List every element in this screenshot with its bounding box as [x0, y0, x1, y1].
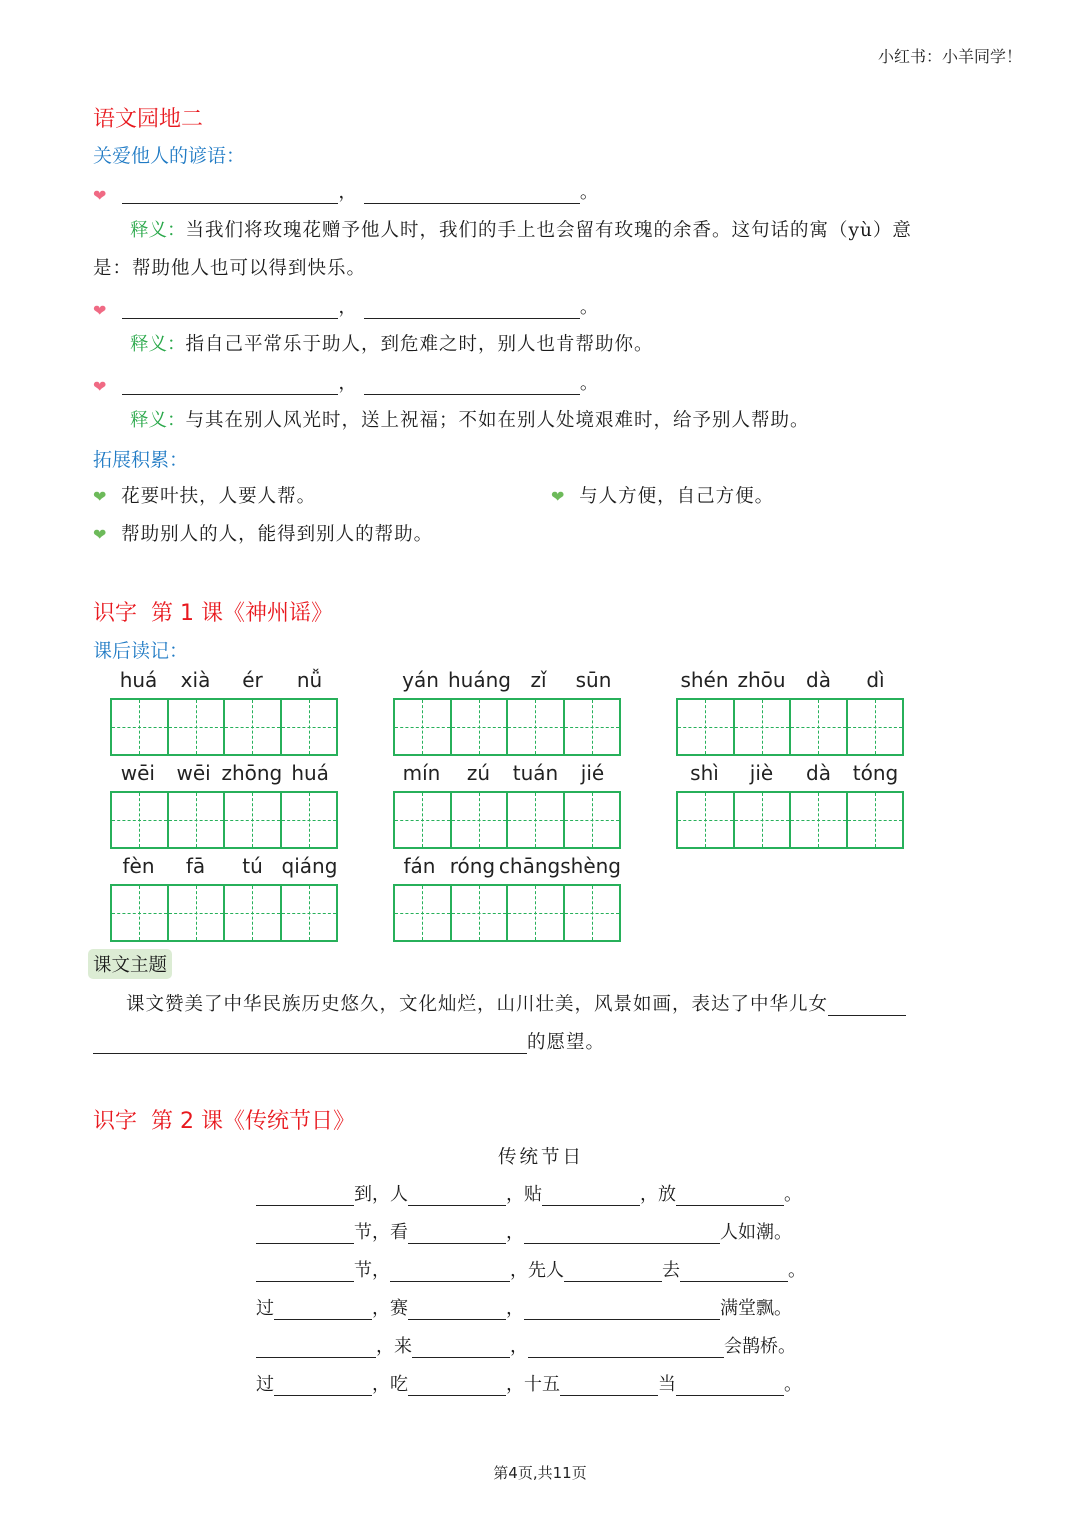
poem-text: 节，看	[354, 1222, 408, 1243]
period: 。	[579, 182, 600, 203]
pinyin-syllable: dà	[806, 761, 831, 785]
answer-blank[interactable]	[408, 1225, 506, 1244]
tianzige-boxes	[393, 791, 621, 849]
tianzige-cell[interactable]	[508, 886, 565, 940]
tianzige-cell[interactable]	[848, 700, 903, 754]
pinyin-syllable: fā	[185, 854, 206, 878]
poem-line-1	[256, 1180, 802, 1206]
poem-text: 。	[784, 1374, 802, 1395]
tianzige-cell[interactable]	[112, 793, 169, 847]
answer-blank[interactable]	[542, 1187, 640, 1206]
comma: ，	[338, 373, 358, 394]
pinyin-syllable: fèn	[122, 854, 155, 878]
tianzige-cell[interactable]	[452, 886, 509, 940]
tianzige-cell[interactable]	[395, 886, 452, 940]
explanation-label: 释义：	[130, 220, 186, 241]
proverb-blank-row-2	[93, 293, 599, 319]
answer-blank[interactable]	[680, 1263, 788, 1282]
poem-text: ，	[506, 1298, 524, 1319]
answer-blank[interactable]	[122, 376, 338, 395]
pinyin-syllable: zǐ	[530, 668, 547, 692]
answer-blank[interactable]	[256, 1187, 354, 1206]
tianzige-cell[interactable]	[565, 886, 620, 940]
tianzige-cell[interactable]	[508, 700, 565, 754]
explanation-3	[130, 406, 810, 432]
poem-text: ，吃	[372, 1374, 408, 1395]
heart-icon: ❤	[93, 186, 107, 205]
comma: ，	[338, 297, 358, 318]
explanation-text: 指自己平常乐于助人，到危难之时，别人也肯帮助你。	[185, 334, 654, 355]
poem-text: 过	[256, 1298, 274, 1319]
tianzige-cell[interactable]	[282, 793, 337, 847]
tianzige-cell[interactable]	[169, 793, 226, 847]
pinyin-syllable: sūn	[575, 668, 612, 692]
green-heart-icon: ❤	[551, 487, 566, 506]
poem-text: ，来	[376, 1336, 412, 1357]
answer-blank[interactable]	[524, 1225, 720, 1244]
explanation-label: 释义：	[130, 410, 186, 431]
green-heart-icon: ❤	[93, 525, 108, 544]
watermark: 小红书：小羊同学！	[877, 47, 1022, 66]
poem-text: 到，人	[354, 1184, 408, 1205]
pinyin-row	[676, 668, 904, 692]
pinyin-syllable: fán	[403, 854, 436, 878]
pinyin-syllable: nǚ	[296, 668, 323, 692]
poem-text: ，放	[640, 1184, 676, 1205]
tianzige-cell[interactable]	[169, 886, 226, 940]
pinyin-row	[110, 761, 338, 785]
tianzige-boxes	[110, 884, 338, 942]
pinyin-syllable: zhōu	[737, 668, 786, 692]
proverb-blank-row-1	[93, 178, 599, 204]
tianzige-cell[interactable]	[395, 700, 452, 754]
explanation-1-line2: 是：帮助他人也可以得到快乐。	[93, 258, 367, 279]
poem-text: ，	[506, 1222, 524, 1243]
pinyin-syllable: chāng	[498, 854, 561, 878]
tianzige-boxes	[393, 698, 621, 756]
pinyin-syllable: zú	[466, 761, 491, 785]
tianzige-boxes	[676, 698, 904, 756]
pinyin-syllable: huá	[119, 668, 158, 692]
pinyin-syllable: zhōng	[221, 761, 283, 785]
explanation-text: 当我们将玫瑰花赠予他人时，我们的手上也会留有玫瑰的余香。这句话的寓（yù）意	[185, 220, 912, 241]
tianzige-boxes	[393, 884, 621, 942]
pinyin-syllable: yán	[402, 668, 439, 692]
poem-text: ，贴	[506, 1184, 542, 1205]
tianzige-cell[interactable]	[225, 793, 282, 847]
poem-text: 。	[788, 1260, 806, 1281]
pinyin-row	[393, 854, 621, 878]
theme-text: 课文赞美了中华民族历史悠久，文化灿烂，山川壮美，风景如画，表达了中华儿女	[126, 994, 829, 1015]
poem-line-4	[256, 1294, 792, 1320]
answer-blank[interactable]	[408, 1377, 506, 1396]
answer-blank[interactable]	[364, 376, 580, 395]
poem-text: 会鹊桥。	[724, 1336, 796, 1357]
extension-text: 与人方便，自己方便。	[579, 486, 775, 507]
tianzige-cell[interactable]	[282, 700, 337, 754]
answer-blank[interactable]	[564, 1263, 662, 1282]
pinyin-row	[393, 668, 621, 692]
tianzige-cell[interactable]	[112, 886, 169, 940]
tianzige-cell[interactable]	[735, 700, 792, 754]
poem-text: 节，	[354, 1260, 390, 1281]
tianzige-cell[interactable]	[452, 700, 509, 754]
page-footer: 第4页,共11页	[493, 1464, 587, 1482]
pinyin-syllable: shèng	[560, 854, 621, 878]
subtitle-extension: 拓展积累：	[93, 449, 189, 471]
period: 。	[579, 373, 600, 394]
answer-blank[interactable]	[364, 300, 580, 319]
section-title-chuantong-jieri: 识字 第 2 课《传统节日》	[93, 1109, 355, 1134]
section-title-shenzhouyao: 识字 第 1 课《神州谣》	[93, 601, 333, 626]
answer-blank[interactable]	[256, 1263, 354, 1282]
pinyin-syllable: tú	[242, 854, 263, 878]
poem-line-2	[256, 1218, 792, 1244]
poem-text: ，赛	[372, 1298, 408, 1319]
tianzige-cell[interactable]	[678, 793, 735, 847]
answer-blank[interactable]	[93, 1035, 527, 1054]
answer-blank[interactable]	[274, 1377, 372, 1396]
tianzige-boxes	[110, 698, 338, 756]
heart-icon: ❤	[93, 377, 107, 396]
tianzige-cell[interactable]	[395, 793, 452, 847]
tianzige-cell[interactable]	[508, 793, 565, 847]
poem-text: 过	[256, 1374, 274, 1395]
poem-line-3	[256, 1256, 806, 1282]
answer-blank[interactable]	[528, 1339, 724, 1358]
pinyin-syllable: xià	[180, 668, 211, 692]
tianzige-boxes	[676, 791, 904, 849]
tianzige-boxes	[110, 791, 338, 849]
explanation-1-line1	[130, 216, 912, 242]
answer-blank[interactable]	[122, 300, 338, 319]
pinyin-syllable: mín	[402, 761, 441, 785]
answer-blank[interactable]	[676, 1377, 784, 1396]
answer-blank[interactable]	[828, 997, 906, 1016]
pinyin-syllable: qiáng	[281, 854, 338, 878]
answer-blank[interactable]	[274, 1301, 372, 1320]
pinyin-syllable: jié	[580, 761, 605, 785]
pinyin-row	[110, 668, 338, 692]
poem-text: 人如潮。	[720, 1222, 792, 1243]
answer-blank[interactable]	[408, 1301, 506, 1320]
subtitle-proverbs: 关爱他人的谚语：	[93, 145, 246, 167]
tianzige-cell[interactable]	[848, 793, 903, 847]
extension-text: 帮助别人的人，能得到别人的帮助。	[121, 524, 434, 545]
pinyin-syllable: róng	[449, 854, 496, 878]
theme-text: 的愿望。	[527, 1032, 606, 1053]
poem-text: 当	[658, 1374, 676, 1395]
poem-text: ，先人	[510, 1260, 564, 1281]
answer-blank[interactable]	[122, 185, 338, 204]
pinyin-syllable: tuán	[512, 761, 559, 785]
tianzige-cell[interactable]	[735, 793, 792, 847]
answer-blank[interactable]	[412, 1339, 510, 1358]
answer-blank[interactable]	[560, 1377, 658, 1396]
pinyin-syllable: huáng	[448, 668, 511, 692]
section-title-yuwen-yuandi: 语文园地二	[93, 107, 204, 132]
comma: ，	[338, 182, 358, 203]
pinyin-row	[110, 854, 338, 878]
theme-tag: 课文主题	[88, 949, 172, 979]
tianzige-cell[interactable]	[565, 700, 620, 754]
poem-text: 。	[784, 1184, 802, 1205]
tianzige-cell[interactable]	[791, 700, 848, 754]
extension-text: 花要叶扶，人要人帮。	[121, 486, 317, 507]
theme-line-1	[126, 990, 906, 1016]
subtitle-reading: 课后读记：	[93, 640, 189, 662]
pinyin-syllable: wēi	[120, 761, 155, 785]
poem-text: ，	[510, 1336, 528, 1357]
answer-blank[interactable]	[364, 185, 580, 204]
pinyin-syllable: dà	[806, 668, 831, 692]
explanation-text: 与其在别人风光时，送上祝福；不如在别人处境艰难时，给予别人帮助。	[185, 410, 810, 431]
answer-blank[interactable]	[676, 1187, 784, 1206]
heart-icon: ❤	[93, 301, 107, 320]
poem-text: 满堂飘。	[720, 1298, 792, 1319]
answer-blank[interactable]	[256, 1225, 354, 1244]
proverb-blank-row-3	[93, 369, 599, 395]
extension-item	[551, 482, 774, 508]
answer-blank[interactable]	[256, 1339, 376, 1358]
extension-item	[93, 482, 316, 508]
tianzige-cell[interactable]	[791, 793, 848, 847]
green-heart-icon: ❤	[93, 487, 108, 506]
period: 。	[579, 297, 600, 318]
poem-text: ，十五	[506, 1374, 560, 1395]
pinyin-syllable: ér	[242, 668, 263, 692]
tianzige-cell[interactable]	[225, 700, 282, 754]
answer-blank[interactable]	[408, 1187, 506, 1206]
extension-item	[93, 520, 433, 546]
poem-text: 去	[662, 1260, 680, 1281]
tianzige-cell[interactable]	[678, 700, 735, 754]
pinyin-syllable: tóng	[852, 761, 899, 785]
tianzige-cell[interactable]	[565, 793, 620, 847]
pinyin-row	[676, 761, 904, 785]
tianzige-cell[interactable]	[112, 700, 169, 754]
pinyin-syllable: huá	[291, 761, 329, 785]
explanation-label: 释义：	[130, 334, 186, 355]
pinyin-syllable: shén	[680, 668, 729, 692]
answer-blank[interactable]	[390, 1263, 510, 1282]
tianzige-cell[interactable]	[225, 886, 282, 940]
poem-line-6	[256, 1370, 802, 1396]
pinyin-row	[393, 761, 621, 785]
tianzige-cell[interactable]	[169, 700, 226, 754]
poem-line-5	[256, 1332, 796, 1358]
pinyin-syllable: dì	[866, 668, 885, 692]
pinyin-syllable: wēi	[176, 761, 211, 785]
explanation-2	[130, 330, 654, 356]
tianzige-cell[interactable]	[282, 886, 337, 940]
pinyin-syllable: shì	[690, 761, 719, 785]
answer-blank[interactable]	[524, 1301, 720, 1320]
tianzige-cell[interactable]	[452, 793, 509, 847]
pinyin-syllable: jiè	[749, 761, 774, 785]
poem-title: 传统节日	[498, 1147, 585, 1168]
theme-line-2	[93, 1028, 605, 1054]
